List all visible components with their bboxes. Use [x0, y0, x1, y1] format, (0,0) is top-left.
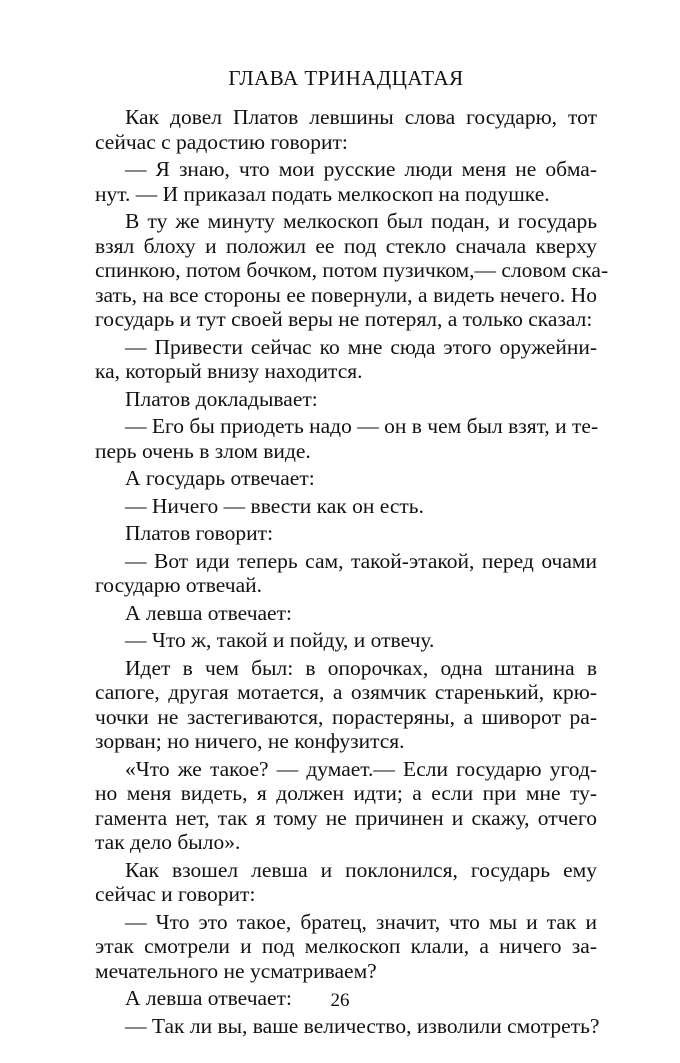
text-line: — Ничего — ввести как он есть. [125, 493, 424, 518]
paragraph [95, 335, 597, 384]
paragraph [95, 494, 597, 519]
text-line: ка, который внизу находится. [95, 359, 363, 383]
paragraph [95, 656, 597, 754]
text-line: Как взошел левша и поклонился, государь ему [125, 857, 597, 882]
text-line: А левша отвечает: [125, 600, 292, 625]
text-line: А левша отвечает: [125, 986, 292, 1010]
paragraph [95, 757, 597, 855]
text-line: Идет в чем был: в опорочках, одна штанина в [125, 655, 597, 680]
text-line: государю отвечай. [95, 573, 263, 597]
paragraph [95, 209, 609, 332]
text-line: зорван; но ничего, не конфузится. [95, 729, 405, 753]
paragraph [95, 157, 597, 206]
paragraph [95, 105, 597, 154]
paragraph [95, 628, 597, 653]
text-line: В ту же минуту мелкоскоп был подан, и государь [125, 209, 597, 233]
text-line: — Так ли вы, ваше величество, изволили смотреть? [125, 1013, 600, 1038]
paragraph [95, 601, 597, 626]
text-line: — Его бы приодеть надо — он в чем был взят, и те- [125, 414, 599, 438]
text-line: А государь отвечает: [125, 466, 315, 490]
text-line: — Я знаю, что мои русские люди меня не обма- [125, 157, 597, 181]
text-line: сейчас и говорит: [95, 882, 256, 906]
text-line: Платов докладывает: [125, 386, 318, 411]
paragraph [95, 910, 597, 984]
text-line: перь очень в злом виде. [95, 438, 311, 463]
text-line: — Привести сейчас ко мне сюда этого оружейни- [125, 334, 597, 359]
text-line: Платов говорит: [125, 521, 274, 545]
text-line: нут. — И приказал подать мелкоскоп на подушке. [95, 181, 550, 206]
page-number: 26 [330, 990, 350, 1011]
page-body [95, 63, 609, 1038]
text-line: зать, на все стороны ее повернули, а видеть нечего. Но [95, 282, 597, 307]
text-line: — Что ж, такой и пойду, и отвечу. [125, 628, 435, 652]
paragraph [95, 414, 597, 463]
chapter-title: ГЛАВА ТРИНАДЦАТАЯ [228, 66, 464, 90]
text-line: сапоге, другая мотается, а озямчик старенький, крю- [95, 680, 597, 704]
paragraph [95, 466, 597, 491]
text-line: «Что же такое? — думает.— Если государю угод- [125, 756, 597, 781]
text-line: гамента нет, так я тому не причинен и скажу, отчего [95, 805, 597, 830]
paragraph [95, 549, 597, 598]
text-line: сейчас с радостию говорит: [95, 129, 348, 154]
paragraph [95, 858, 597, 907]
text-line: чочки не застегиваются, порастеряны, а шиворот ра- [95, 704, 597, 729]
chapter-text [95, 105, 609, 1038]
text-line: взял блоху и положил ее под стекло сначала кверху [95, 233, 597, 258]
text-line: этак смотрели и под мелкоскоп клали, а ничего за- [95, 934, 597, 958]
text-line: но меня видеть, я должен идти; а если при мне ту- [95, 781, 597, 805]
paragraph [95, 521, 597, 546]
text-line: так дело было». [95, 830, 241, 854]
text-line: спинкою, потом бочком, потом пузичком,— словом ска- [95, 258, 609, 282]
text-line: — Вот иди теперь сам, такой-этакой, перед очами [125, 548, 597, 573]
text-line: мечательного не усматриваем? [95, 958, 377, 983]
text-line: государь и тут своей веры не потерял, а только сказал: [95, 307, 593, 331]
paragraph [95, 1013, 600, 1039]
paragraph [95, 387, 597, 412]
text-line: Как довел Платов левшины слова государю, тот [125, 105, 597, 129]
text-line: — Что это такое, братец, значит, что мы и так и [125, 909, 597, 934]
